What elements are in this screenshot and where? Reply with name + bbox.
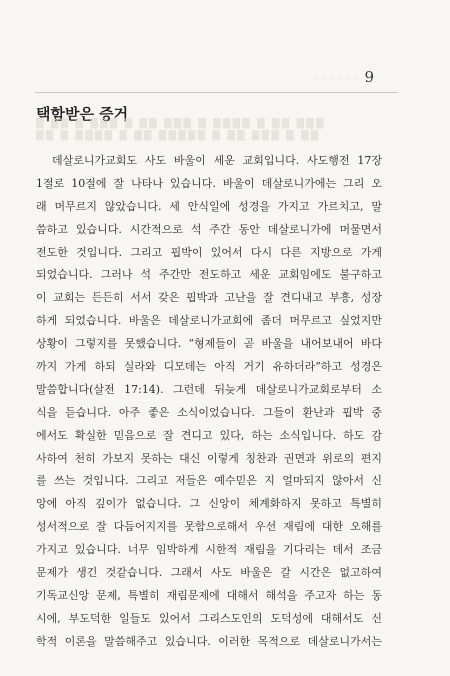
section-title: 택함받은 증거 <box>36 105 129 123</box>
text-line: 1절로 10절에 잘 나타나 있습니다. 바울이 데살로니가에는 그리 오 <box>36 176 382 190</box>
text-line: 시에, 부도덕한 일들도 있어서 그리스도인의 도덕성에 대해서도 신 <box>36 611 382 625</box>
text-line: 이 교회는 든든히 서서 갖은 핍박과 고난을 잘 견디내고 부흥, 성장 <box>36 291 382 305</box>
text-line: 문제가 생긴 것같습니다. 그래서 사도 바울은 갈 시간은 없고하여 <box>36 566 382 580</box>
running-header-bleedthrough: · · · · · · <box>315 73 358 83</box>
text-line: 가지고 있습니다. 너무 임박하게 시한적 재림을 기다리는 데서 조금 <box>36 543 382 557</box>
text-line: 데살로니가교회도 사도 바울이 세운 교회입니다. 사도행전 17장 <box>52 154 382 167</box>
text-line: 되었습니다. 그러나 석 주간만 전도하고 세운 교회임에도 불구하고 <box>36 268 382 282</box>
text-line: 에서도 확실한 믿음으로 잘 견디고 있다, 하는 소식입니다. 하도 감 <box>36 428 382 442</box>
text-line: 를 쓰는 것입니다. 그리고 저들은 예수믿은 지 얼마되지 않아서 신 <box>36 474 382 488</box>
text-line: 앙에 아직 깊이가 없습니다. 그 신앙이 체계화하지 못하고 특별히 <box>36 497 382 511</box>
page-number: 9 <box>364 68 374 86</box>
text-line: 하게 되었습니다. 바울은 데살로니가교회에 좀더 머무르고 싶었지만 <box>36 314 382 328</box>
text-line: 까지 가게 하되 실라와 디모데는 아직 거기 유하더라”하고 성경은 <box>36 360 382 374</box>
bleedthrough-text: ▒▒ ▒ ▒▒▒▒ ▒ ▒▒ ▒▒▒▒▒ ▒ ▒▒ ▒▒▒ ▒ ▒▒ <box>36 130 321 141</box>
text-line: 사하여 천히 가보지 못하는 대신 이렇게 칭찬과 권면과 위로의 편지 <box>36 451 382 465</box>
bleedthrough-text: ▒ ▒▒ ▒ ▒▒▒ ▒ ▒▒ ▒▒▒ ▒ ▒▒▒▒ ▒ ▒▒ ▒▒▒ <box>36 118 326 129</box>
text-line: 씀하고 있습니다. 시간적으로 석 주간 동안 데살로니가에 머물면서 <box>36 222 382 236</box>
header-divider <box>35 92 398 93</box>
text-line: 상황이 그렇지를 못했습니다. “형제들이 곧 바울을 내어보내어 바다 <box>36 337 382 351</box>
text-line: 래 머무르지 않았습니다. 세 안식일에 성경을 가지고 가르치고, 말 <box>36 199 382 213</box>
text-line: 학적 이론을 말씀해주고 있습니다. 이러한 목적으로 데살로니가서는 <box>36 634 382 648</box>
text-line: 전도한 것입니다. 그리고 핍박이 있어서 다시 다른 지방으로 가게 <box>36 245 382 259</box>
text-line: 성서적으로 잘 다듬어지지를 못함으로해서 우선 재림에 대한 오해를 <box>36 520 382 534</box>
text-line: 식을 듣습니다. 아주 좋은 소식이었습니다. 그들이 환난과 핍박 중 <box>36 405 382 419</box>
text-line: 말씀합니다(살전 17:14). 그런데 뒤늦게 데살로니가교회로부터 소 <box>36 382 382 396</box>
body-paragraph <box>36 150 382 654</box>
text-line: 기독교신앙 문제, 특별히 재림문제에 대해서 해석을 주고자 하는 동 <box>36 588 382 602</box>
